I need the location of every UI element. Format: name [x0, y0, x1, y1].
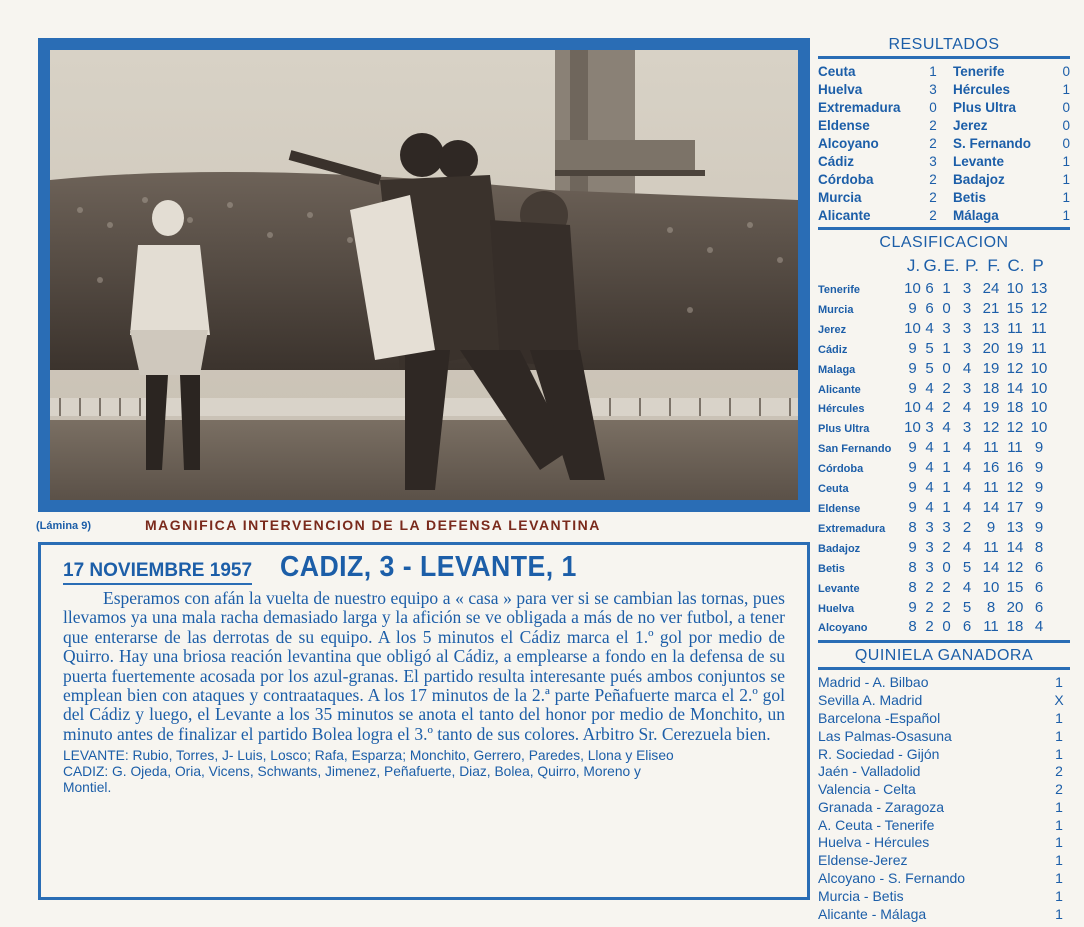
result-row: Murcia 2 Betis 1 — [818, 190, 1070, 205]
standings-cell: 4 — [925, 479, 934, 497]
standings-row — [818, 360, 1070, 380]
standings-cell: 5 — [925, 359, 934, 377]
standings-row — [818, 399, 1070, 419]
standings-cell: 2 — [925, 578, 934, 596]
lineup-cadiz: CADIZ: G. Ojeda, Oria, Vicens, Schwants, Jimenez, Peñafuerte, Diaz, Bolea, Quirro, Moreno y — [63, 764, 641, 780]
quiniela-row — [818, 728, 1070, 746]
standings-cell: 10 — [904, 399, 921, 417]
standings-cell: 3 — [962, 339, 972, 357]
standings-cell: 9 — [908, 339, 917, 357]
quiniela-sign: 1 — [1055, 852, 1063, 869]
standings-cell: 10 — [904, 280, 921, 297]
standings-cell: 9 — [1034, 439, 1044, 457]
match-photo-illustration — [50, 50, 798, 500]
standings-cell: 3 — [942, 319, 951, 337]
match-score: CADIZ, 3 - LEVANTE, 1 — [280, 551, 577, 583]
standings-cell: 4 — [962, 439, 972, 457]
standings-cell: 5 — [925, 339, 934, 357]
quiniela-row — [818, 834, 1070, 852]
lineup-cadiz-cont: Montiel. — [63, 780, 112, 796]
divider — [818, 227, 1070, 230]
standings-cell: 9 — [1034, 459, 1044, 477]
quiniela-sign: 1 — [1055, 834, 1063, 851]
standings-cell: 9 — [1034, 498, 1044, 516]
standings-title: CLASIFICACION — [879, 234, 1009, 251]
standings-cell: 11 — [983, 538, 999, 556]
standings-cell: 9 — [908, 379, 917, 397]
standings-row — [818, 459, 1070, 479]
standings-cell: 1 — [942, 498, 951, 516]
standings-cell: 16 — [982, 459, 1000, 477]
quiniela-sign: 1 — [1055, 905, 1063, 922]
standings-team: Córdoba — [818, 463, 864, 476]
quiniela-sign: 1 — [1055, 709, 1063, 726]
photo-caption: MAGNIFICA INTERVENCION DE LA DEFENSA LEVANTINA — [145, 517, 601, 533]
standings-cell: 19 — [982, 399, 1000, 417]
standings-cell: 6 — [1034, 558, 1044, 576]
standings-cell: 4 — [925, 399, 934, 417]
quiniela-row — [818, 888, 1070, 906]
quiniela-sign: 1 — [1055, 674, 1063, 691]
standings-cell: 6 — [925, 299, 934, 317]
result-row: Extremadura 0 Plus Ultra 0 — [818, 100, 1070, 115]
standings-team: Huelva — [818, 602, 855, 615]
standings-cell: 9 — [908, 359, 917, 377]
standings-row — [818, 519, 1070, 539]
standings-cell: 6 — [925, 280, 934, 297]
standings-team: Extremadura — [818, 522, 886, 535]
standings-cell: 4 — [1034, 618, 1044, 636]
quiniela-table — [818, 674, 1070, 923]
quiniela-row — [818, 710, 1070, 728]
standings-cell: 20 — [982, 339, 1000, 357]
standings-cell: 12 — [1006, 558, 1024, 576]
standings-cell: 4 — [962, 479, 972, 497]
right-column — [818, 36, 1070, 923]
standings-row — [818, 419, 1070, 439]
standings-cell: 12 — [1006, 479, 1024, 497]
standings-cell: 2 — [942, 538, 951, 556]
standings-cell: 1 — [942, 339, 951, 357]
standings-cell: 12 — [1006, 419, 1024, 437]
quiniela-match: A. Ceuta - Tenerife — [818, 816, 935, 833]
quiniela-sign: 2 — [1055, 763, 1063, 780]
standings-team: Malaga — [818, 363, 856, 376]
standings-cell: 9 — [908, 498, 917, 516]
match-report — [38, 542, 810, 900]
result-row: Alicante 2 Málaga 1 — [818, 208, 1070, 223]
standings-cell: 5 — [962, 558, 972, 576]
quiniela-row — [818, 906, 1070, 924]
quiniela-sign: 1 — [1055, 870, 1063, 887]
standings-cell: 11 — [1007, 439, 1023, 457]
quiniela-match: Jaén - Valladolid — [818, 763, 921, 780]
standings-team: Alcoyano — [818, 622, 868, 635]
standings-row — [818, 599, 1070, 619]
standings-cell: 4 — [962, 359, 972, 377]
divider — [818, 640, 1070, 643]
results-table — [818, 63, 1070, 225]
standings-row — [818, 499, 1070, 519]
standings-cell: 13 — [982, 319, 1000, 337]
standings-cell: 1 — [942, 439, 951, 457]
standings-cell: 10 — [982, 578, 1000, 596]
standings-cell: 9 — [908, 439, 917, 457]
result-row: Cádiz 3 Levante 1 — [818, 154, 1070, 169]
standings-row — [818, 380, 1070, 400]
standings-row — [818, 479, 1070, 499]
standings-cell: 11 — [983, 618, 999, 636]
standings-cell: 18 — [1006, 618, 1024, 636]
standings-cell: 8 — [908, 618, 917, 636]
standings-team: Murcia — [818, 303, 854, 316]
standings-cell: 10 — [1030, 379, 1048, 397]
quiniela-sign: 2 — [1055, 781, 1063, 798]
standings-team: Levante — [818, 582, 860, 595]
quiniela-match: Alicante - Málaga — [818, 905, 927, 922]
result-row: Ceuta 1 Tenerife 0 — [818, 64, 1070, 79]
standings-cell: 9 — [908, 598, 917, 616]
standings-cell: 4 — [925, 498, 934, 516]
standings-cell: 6 — [1034, 578, 1044, 596]
standings-cell: 4 — [942, 419, 951, 437]
standings-cell: 4 — [925, 459, 934, 477]
standings-cell: 0 — [942, 558, 951, 576]
standings-cell: 9 — [908, 459, 917, 477]
quiniela-match: Alcoyano - S. Fernando — [818, 870, 966, 887]
standings-cell: 4 — [925, 379, 934, 397]
standings-table — [818, 280, 1070, 638]
standings-team: Eldense — [818, 502, 861, 515]
quiniela-match: Murcia - Betis — [818, 887, 904, 904]
standings-cell: 14 — [1006, 538, 1024, 556]
standings-team: Cádiz — [818, 343, 848, 356]
standings-cell: 1 — [942, 479, 951, 497]
lineups — [63, 748, 785, 796]
standings-cell: 3 — [962, 419, 972, 437]
standings-cell: 12 — [1006, 359, 1024, 377]
standings-cell: 2 — [942, 399, 951, 417]
standings-cell: 8 — [908, 578, 917, 596]
standings-cell: 19 — [982, 359, 1000, 377]
standings-cell: 4 — [962, 498, 972, 516]
standings-team: San Fernando — [818, 443, 892, 456]
standings-team: Plus Ultra — [818, 423, 870, 436]
standings-cell: 0 — [942, 618, 951, 636]
quiniela-sign: 1 — [1055, 816, 1063, 833]
standings-cell: 15 — [1006, 578, 1024, 596]
report-body: Esperamos con afán la vuelta de nuestro equipo a « casa » para ver si se cambian las tornas, pues llevamos ya una mala racha demasiado larga y la afición se ve obligada a más de no ver futbol, a tener que enterarse de las derrotas de su equipo. A los 5 minutos el Cádiz marca el 1.º gol por medio de Quirro. Hay una briosa reación levantina que obligó al Cádiz, a emplearse a fondo en la defensa de su puerta fuertemente acosada por los azul-granas. El partido resulta interesante pués ambos conjuntos se emplean bien con ataques y contraataques. A los 17 minutos de la 2.ª parte Peñafuerte marca el 2.º gol del Cádiz y luego, el Levante a los 35 minutos se anota el tanto del honor por medio de Monchito, un minuto antes de finalizar el partido Bolea logra el 3.º tanto de sus colores. Arbitro Sr. Cerezuela bien. — [63, 588, 785, 744]
result-row: Eldense 2 Jerez 0 — [818, 118, 1070, 133]
result-row: Córdoba 2 Badajoz 1 — [818, 172, 1070, 187]
standings-cell: 11 — [983, 439, 999, 457]
photo-frame — [38, 38, 810, 512]
quiniela-row — [818, 674, 1070, 692]
standings-cell: 0 — [942, 299, 951, 317]
quiniela-match: Barcelona -Español — [818, 709, 941, 726]
standings-cell: 2 — [925, 618, 934, 636]
standings-team: Tenerife — [818, 284, 860, 296]
standings-cell: 4 — [962, 399, 972, 417]
standings-cell: 8 — [1034, 538, 1044, 556]
standings-cell: 3 — [962, 379, 972, 397]
standings-cell: 3 — [925, 538, 934, 556]
standings-cell: 2 — [942, 379, 951, 397]
standings-cell: 24 — [982, 280, 1000, 297]
standings-cell: 9 — [908, 479, 917, 497]
quiniela-row — [818, 817, 1070, 835]
standings-cell: 4 — [962, 578, 972, 596]
standings-row — [818, 439, 1070, 459]
standings-cell: 16 — [1006, 459, 1024, 477]
standings-cell: 17 — [1006, 498, 1024, 516]
standings-cell: 3 — [942, 518, 951, 536]
quiniela-match: Madrid - A. Bilbao — [818, 674, 929, 691]
quiniela-row — [818, 763, 1070, 781]
standings-cell: 3 — [925, 419, 934, 437]
standings-cell: 2 — [942, 578, 951, 596]
quiniela-row — [818, 692, 1070, 710]
quiniela-row — [818, 852, 1070, 870]
standings-cell: 1 — [942, 280, 951, 297]
standings-cell: 5 — [962, 598, 972, 616]
quiniela-sign: 1 — [1055, 798, 1063, 815]
standings-cell: 13 — [1006, 518, 1024, 536]
standings-cell: 6 — [962, 618, 972, 636]
standings-cell: 4 — [925, 439, 934, 457]
standings-cell: 19 — [1006, 339, 1024, 357]
standings-cell: 2 — [925, 598, 934, 616]
standings-cell: 12 — [1030, 299, 1048, 317]
standings-cell: 12 — [982, 419, 1000, 437]
standings-cell: 1 — [942, 459, 951, 477]
divider — [818, 667, 1070, 670]
standings-cell: 14 — [982, 498, 1000, 516]
standings-cell: 14 — [1006, 379, 1024, 397]
standings-cell: 10 — [1030, 419, 1048, 437]
standings-team: Badajoz — [818, 542, 861, 555]
quiniela-row — [818, 781, 1070, 799]
standings-cell: 3 — [962, 299, 972, 317]
quiniela-match: Las Palmas-Osasuna — [818, 727, 952, 744]
standings-cell: 15 — [1006, 299, 1024, 317]
standings-header: J. G. E. P. F. C. P — [906, 256, 1044, 275]
standings-cell: 21 — [982, 299, 1000, 317]
standings-cell: 4 — [962, 538, 972, 556]
quiniela-row — [818, 870, 1070, 888]
result-row: Alcoyano 2 S. Fernando 0 — [818, 136, 1070, 151]
standings-cell: 10 — [1030, 359, 1048, 377]
standings-cell: 10 — [904, 419, 921, 437]
match-date: 17 NOVIEMBRE 1957 — [63, 560, 252, 585]
standings-cell: 8 — [908, 518, 917, 536]
standings-row — [818, 320, 1070, 340]
quiniela-title: QUINIELA GANADORA — [854, 647, 1034, 665]
standings-cell: 9 — [1034, 518, 1044, 536]
standings-cell: 11 — [1007, 319, 1023, 337]
quiniela-sign: 1 — [1055, 887, 1063, 904]
quiniela-row — [818, 746, 1070, 764]
standings-cell: 4 — [962, 459, 972, 477]
standings-cell: 4 — [925, 319, 934, 337]
standings-cell: 8 — [986, 598, 996, 616]
standings-row — [818, 300, 1070, 320]
standings-row — [818, 618, 1070, 638]
standings-row — [818, 539, 1070, 559]
standings-row — [818, 340, 1070, 360]
divider — [818, 56, 1070, 59]
quiniela-sign: X — [1054, 692, 1064, 709]
match-photo — [50, 50, 798, 500]
standings-cell: 2 — [942, 598, 951, 616]
standings-cell: 3 — [925, 518, 934, 536]
standings-cell: 2 — [962, 518, 972, 536]
lineup-levante: LEVANTE: Rubio, Torres, J- Luis, Losco; Rafa, Esparza; Monchito, Gerrero, Paredes, Llona y Eliseo — [63, 748, 674, 764]
standings-cell: 3 — [962, 319, 972, 337]
quiniela-match: Eldense-Jerez — [818, 852, 908, 869]
standings-cell: 9 — [908, 538, 917, 556]
standings-cell: 0 — [942, 359, 951, 377]
standings-row — [818, 579, 1070, 599]
quiniela-row — [818, 799, 1070, 817]
standings-cell: 6 — [1034, 598, 1044, 616]
headline — [63, 551, 785, 585]
standings-team: Ceuta — [818, 483, 849, 496]
standings-cell: 10 — [1006, 280, 1024, 297]
standings-cell: 11 — [983, 479, 999, 497]
standings-cell: 11 — [1031, 339, 1047, 357]
quiniela-match: Sevilla A. Madrid — [818, 692, 923, 709]
quiniela-sign: 1 — [1055, 745, 1063, 762]
standings-cell: 10 — [1030, 399, 1048, 417]
quiniela-match: Granada - Zaragoza — [818, 798, 945, 815]
standings-cell: 14 — [982, 558, 1000, 576]
quiniela-match: Huelva - Hércules — [818, 834, 930, 851]
standings-cell: 3 — [925, 558, 934, 576]
quiniela-match: R. Sociedad - Gijón — [818, 745, 940, 762]
standings-cell: 9 — [908, 299, 917, 317]
quiniela-match: Valencia - Celta — [818, 781, 916, 798]
standings-team: Jerez — [818, 323, 847, 336]
standings-cell: 18 — [982, 379, 1000, 397]
standings-cell: 20 — [1006, 598, 1024, 616]
standings-row — [818, 559, 1070, 579]
standings-cell: 9 — [986, 518, 996, 536]
standings-row — [818, 280, 1070, 300]
standings-cell: 18 — [1006, 399, 1024, 417]
standings-cell: 13 — [1030, 280, 1048, 297]
standings-cell: 9 — [1034, 479, 1044, 497]
standings-team: Alicante — [818, 383, 861, 396]
standings-cell: 8 — [908, 558, 917, 576]
quiniela-sign: 1 — [1055, 727, 1063, 744]
results-title: RESULTADOS — [888, 36, 1000, 53]
plate-label: (Lámina 9) — [36, 520, 92, 532]
standings-cell: 3 — [962, 280, 972, 297]
standings-cell: 11 — [1031, 319, 1047, 337]
standings-team: Hércules — [818, 403, 865, 416]
result-row: Huelva 3 Hércules 1 — [818, 82, 1070, 97]
standings-team: Betis — [818, 562, 845, 575]
standings-cell: 10 — [904, 319, 921, 337]
